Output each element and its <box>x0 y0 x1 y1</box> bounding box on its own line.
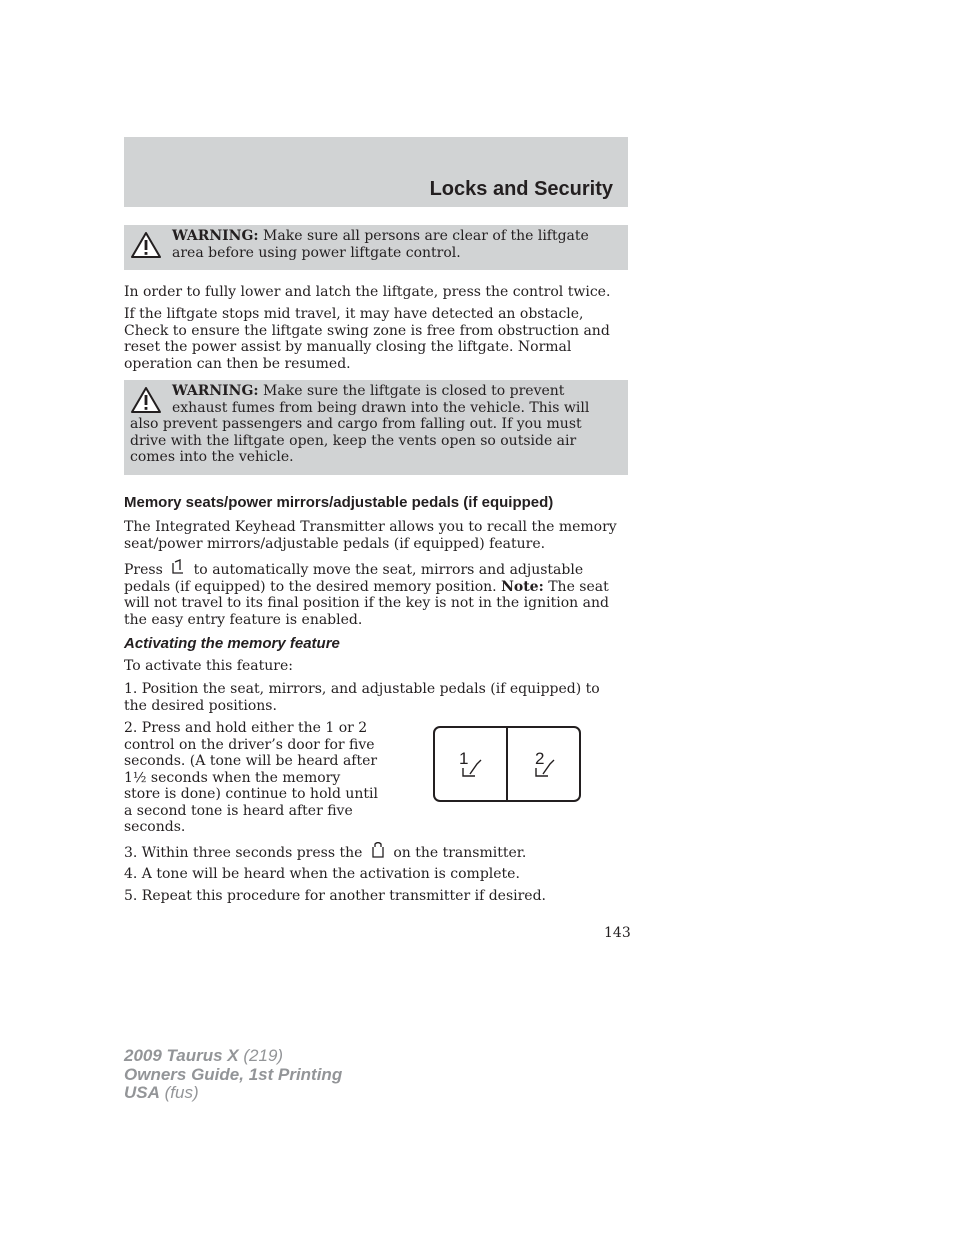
press-end-text: The seat will not travel to its final position if the key is not in the ignition and the easy entry feature is enabled. <box>124 578 609 628</box>
warning-label: WARNING: <box>172 383 259 399</box>
press-mid-text: to automatically move the seat, mirrors and adjustable pedals (if equipped) to the desired memory position. <box>124 562 584 595</box>
warning-box-1 <box>124 225 628 270</box>
note-label: Note: <box>501 578 544 595</box>
memory-seat-icon <box>167 559 189 577</box>
page-title: Locks and Security <box>429 178 613 200</box>
memory-button-1 <box>435 728 506 800</box>
warning-text: Make sure all persons are clear of the liftgate area before using power liftgate control. <box>172 228 589 261</box>
footer-line-2: Owners Guide, 1st Printing <box>124 1064 343 1084</box>
footer-line-1 <box>124 1047 342 1066</box>
footer-market-code: (fus) <box>159 1083 199 1102</box>
paragraph: If the liftgate stops mid travel, it may have detected an obstacle, Check to ensure the liftgate swing zone is free from obstruction and reset the power assist by manually closing the liftgate. Normal operation can then be resumed. <box>124 306 610 372</box>
memory-button-2 <box>506 728 579 800</box>
subheading: Activating the memory feature <box>124 635 340 652</box>
warning-triangle-icon <box>130 386 162 414</box>
transmitter-memory-icon <box>367 842 389 860</box>
step-1: 1. Position the seat, mirrors, and adjustable pedals (if equipped) to the desired positions. <box>124 681 600 714</box>
warning-text: Make sure the liftgate is closed to prevent exhaust fumes from being drawn into the vehicle. This will also prevent passengers and cargo from falling out. If you must drive with the liftgate open, keep the vents open so outside air comes into the vehicle. <box>130 383 590 465</box>
memory-seat-1-icon <box>457 748 487 784</box>
footer-line-3 <box>124 1084 342 1103</box>
step-3 <box>124 842 620 862</box>
paragraph: In order to fully lower and latch the liftgate, press the control twice. <box>124 284 611 300</box>
step-2: 2. Press and hold either the 1 or 2 control on the driver’s door for five seconds. (A tone will be heard after 1½ seconds when the memory store is done) continue to hold until a second tone is heard after five seconds. <box>124 720 378 835</box>
paragraph: The Integrated Keyhead Transmitter allows you to recall the memory seat/power mirrors/adjustable pedals (if equipped) feature. <box>124 519 617 552</box>
warning-label: WARNING: <box>172 228 259 244</box>
warning-triangle-icon <box>130 231 162 259</box>
paragraph-press <box>124 559 620 628</box>
step-4: 4. A tone will be heard when the activation is complete. <box>124 866 520 882</box>
memory-button-1-label: 1 <box>459 749 469 768</box>
footer-model: 2009 Taurus X <box>124 1046 239 1065</box>
paragraph: To activate this feature: <box>124 658 293 674</box>
step-3-end: on the transmitter. <box>388 845 527 861</box>
step-5: 5. Repeat this procedure for another transmitter if desired. <box>124 888 546 904</box>
page-number: 143 <box>604 925 631 941</box>
footer-model-code: (219) <box>238 1046 284 1065</box>
section-heading: Memory seats/power mirrors/adjustable pedals (if equipped) <box>124 494 554 511</box>
warning-box-2 <box>124 380 628 475</box>
memory-buttons-figure <box>433 726 581 802</box>
memory-seat-2-icon <box>530 748 560 784</box>
footer-market: USA <box>124 1083 160 1102</box>
press-text: Press <box>124 562 163 578</box>
step-3-start: 3. Within three seconds press the <box>124 845 363 861</box>
header-bar <box>124 137 628 207</box>
memory-button-2-label: 2 <box>535 749 545 768</box>
footer <box>124 1047 342 1103</box>
